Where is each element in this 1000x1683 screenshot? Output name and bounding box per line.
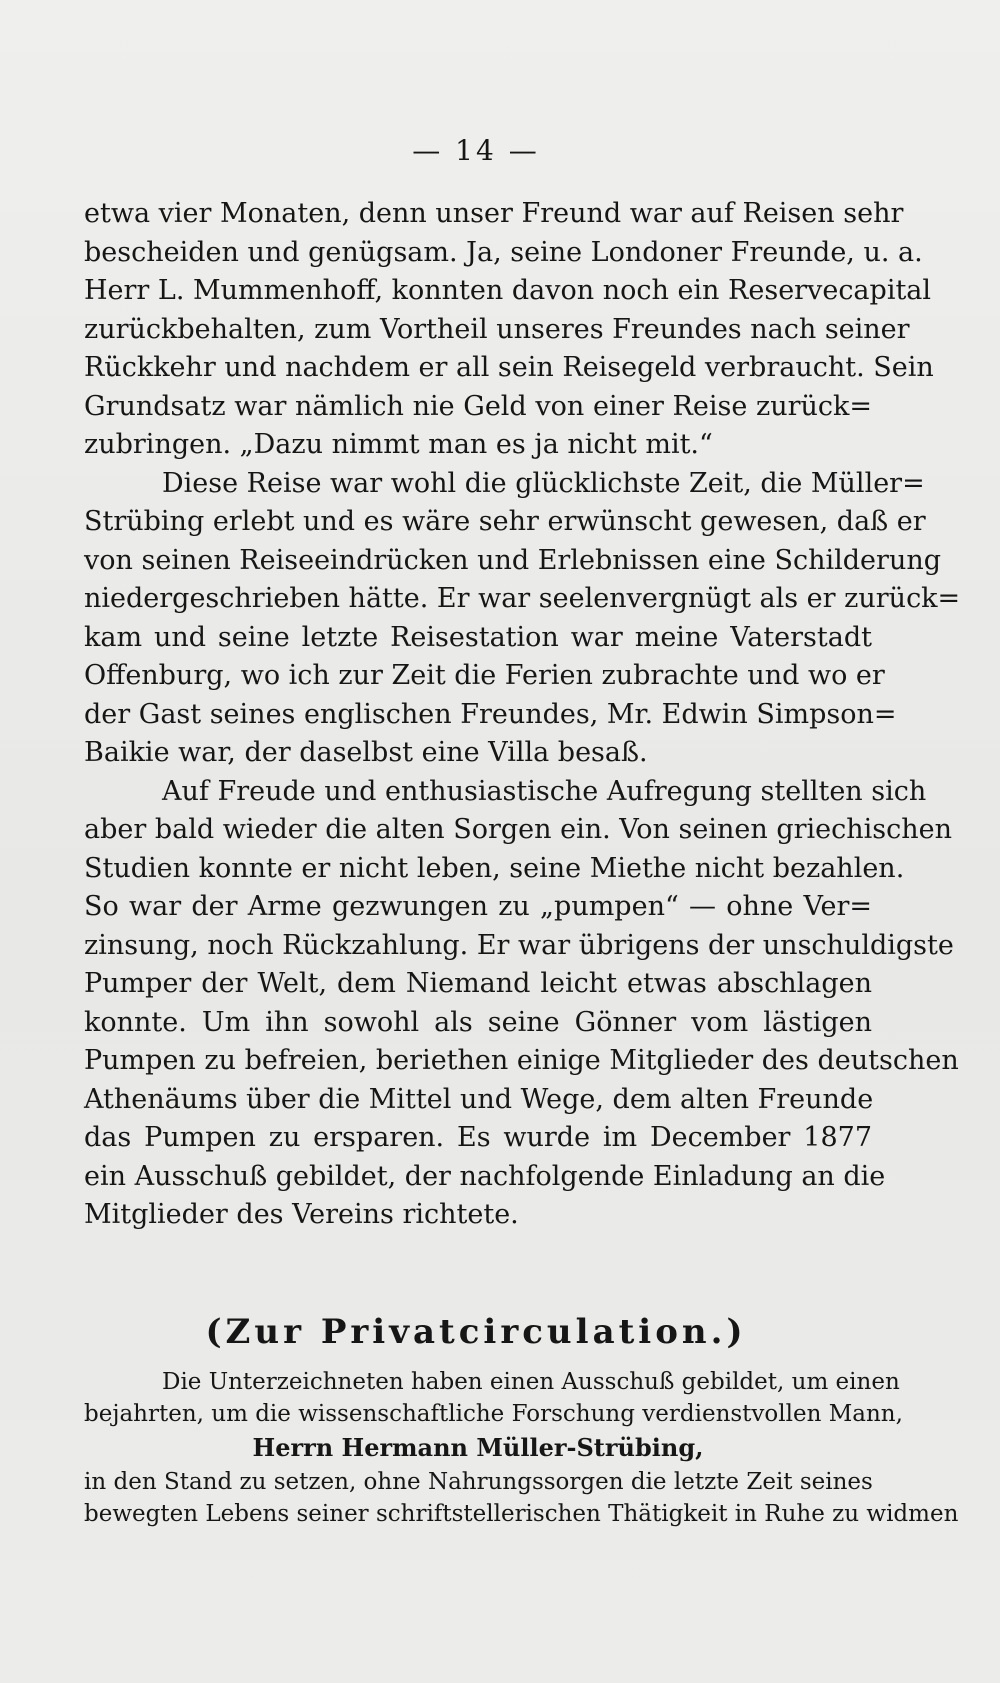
text-line: Diese Reise war wohl die glücklichste Zeit, die Müller= [162,467,925,499]
circular-line: Die Unterzeichneten haben einen Ausschuß gebildet, um einen [162,1369,900,1395]
circular-line: in den Stand zu setzen, ohne Nahrungssorgen die letzte Zeit seines [84,1469,873,1495]
text-line: Pumpen zu befreien, beriethen einige Mitglieder des deutschen [84,1045,959,1076]
text-line: Grundsatz war nämlich nie Geld von einer Reise zurück= [84,390,872,422]
circular-line: bejahrten, um die wissenschaftliche Forschung verdienstvollen Mann, [84,1401,903,1427]
text-line: konnte. Um ihn sowohl als seine Gönner vom lästigen [84,1006,872,1038]
text-line: zurückbehalten, zum Vortheil unseres Freundes nach seiner [84,313,910,345]
text-line: etwa vier Monaten, denn unser Freund war auf Reisen sehr [84,198,904,229]
text-line: von seinen Reiseeindrücken und Erlebnissen eine Schilderung [84,544,941,576]
text-line: Mitglieder des Vereins richtete. [84,1199,519,1230]
text-line: ein Ausschuß gebildet, der nachfolgende Einladung an die [84,1160,886,1192]
text-line: niedergeschrieben hätte. Er war seelenvergnügt als er zurück= [84,583,961,614]
page-number: — 14 — [412,134,540,167]
text-line: kam und seine letzte Reisestation war meine Vaterstadt [84,621,872,653]
text-line: Baikie war, der daselbst eine Villa besaß. [84,737,648,768]
text-line: Pumper der Welt, dem Niemand leicht etwas abschlagen [84,968,872,999]
circular-line: bewegten Lebens seiner schriftstellerischen Thätigkeit in Ruhe zu widmen [84,1501,959,1527]
body-text [84,195,961,1235]
text-line: Athenäums über die Mittel und Wege, dem alten Freunde [84,1083,874,1115]
text-line: Offenburg, wo ich zur Zeit die Ferien zubrachte und wo er [84,660,885,691]
circular-text [84,1366,959,1530]
text-line: Strübing erlebt und es wäre sehr erwünscht gewesen, daß er [84,506,926,537]
text-line: Auf Freude und enthusiastische Aufregung stellten sich [162,775,927,807]
text-line: aber bald wieder die alten Sorgen ein. Von seinen griechischen [84,814,953,845]
text-line: So war der Arme gezwungen zu „pumpen“ — ohne Ver= [84,891,872,922]
text-line: der Gast seines englischen Freundes, Mr. Edwin Simpson= [84,698,897,730]
text-line: Herr L. Mummenhoff, konnten davon noch ein Reservecapital [84,275,932,306]
text-line: Studien konnte er nicht leben, seine Miethe nicht bezahlen. [84,852,905,884]
text-line: Rückkehr und nachdem er all sein Reisegeld verbraucht. Sein [84,352,934,383]
section-heading: (Zur Privatcirculation.) [205,1312,747,1352]
text-line: zubringen. „Dazu nimmt man es ja nicht mit.“ [84,429,713,460]
honoree-name: Herrn Hermann Müller-Strübing, [252,1433,704,1462]
text-line: bescheiden und genügsam. Ja, seine Londoner Freunde, u. a. [84,236,923,268]
text-line: zinsung, noch Rückzahlung. Er war übrigens der unschuldigste [84,929,954,961]
text-line: das Pumpen zu ersparen. Es wurde im December 1877 [84,1122,872,1153]
